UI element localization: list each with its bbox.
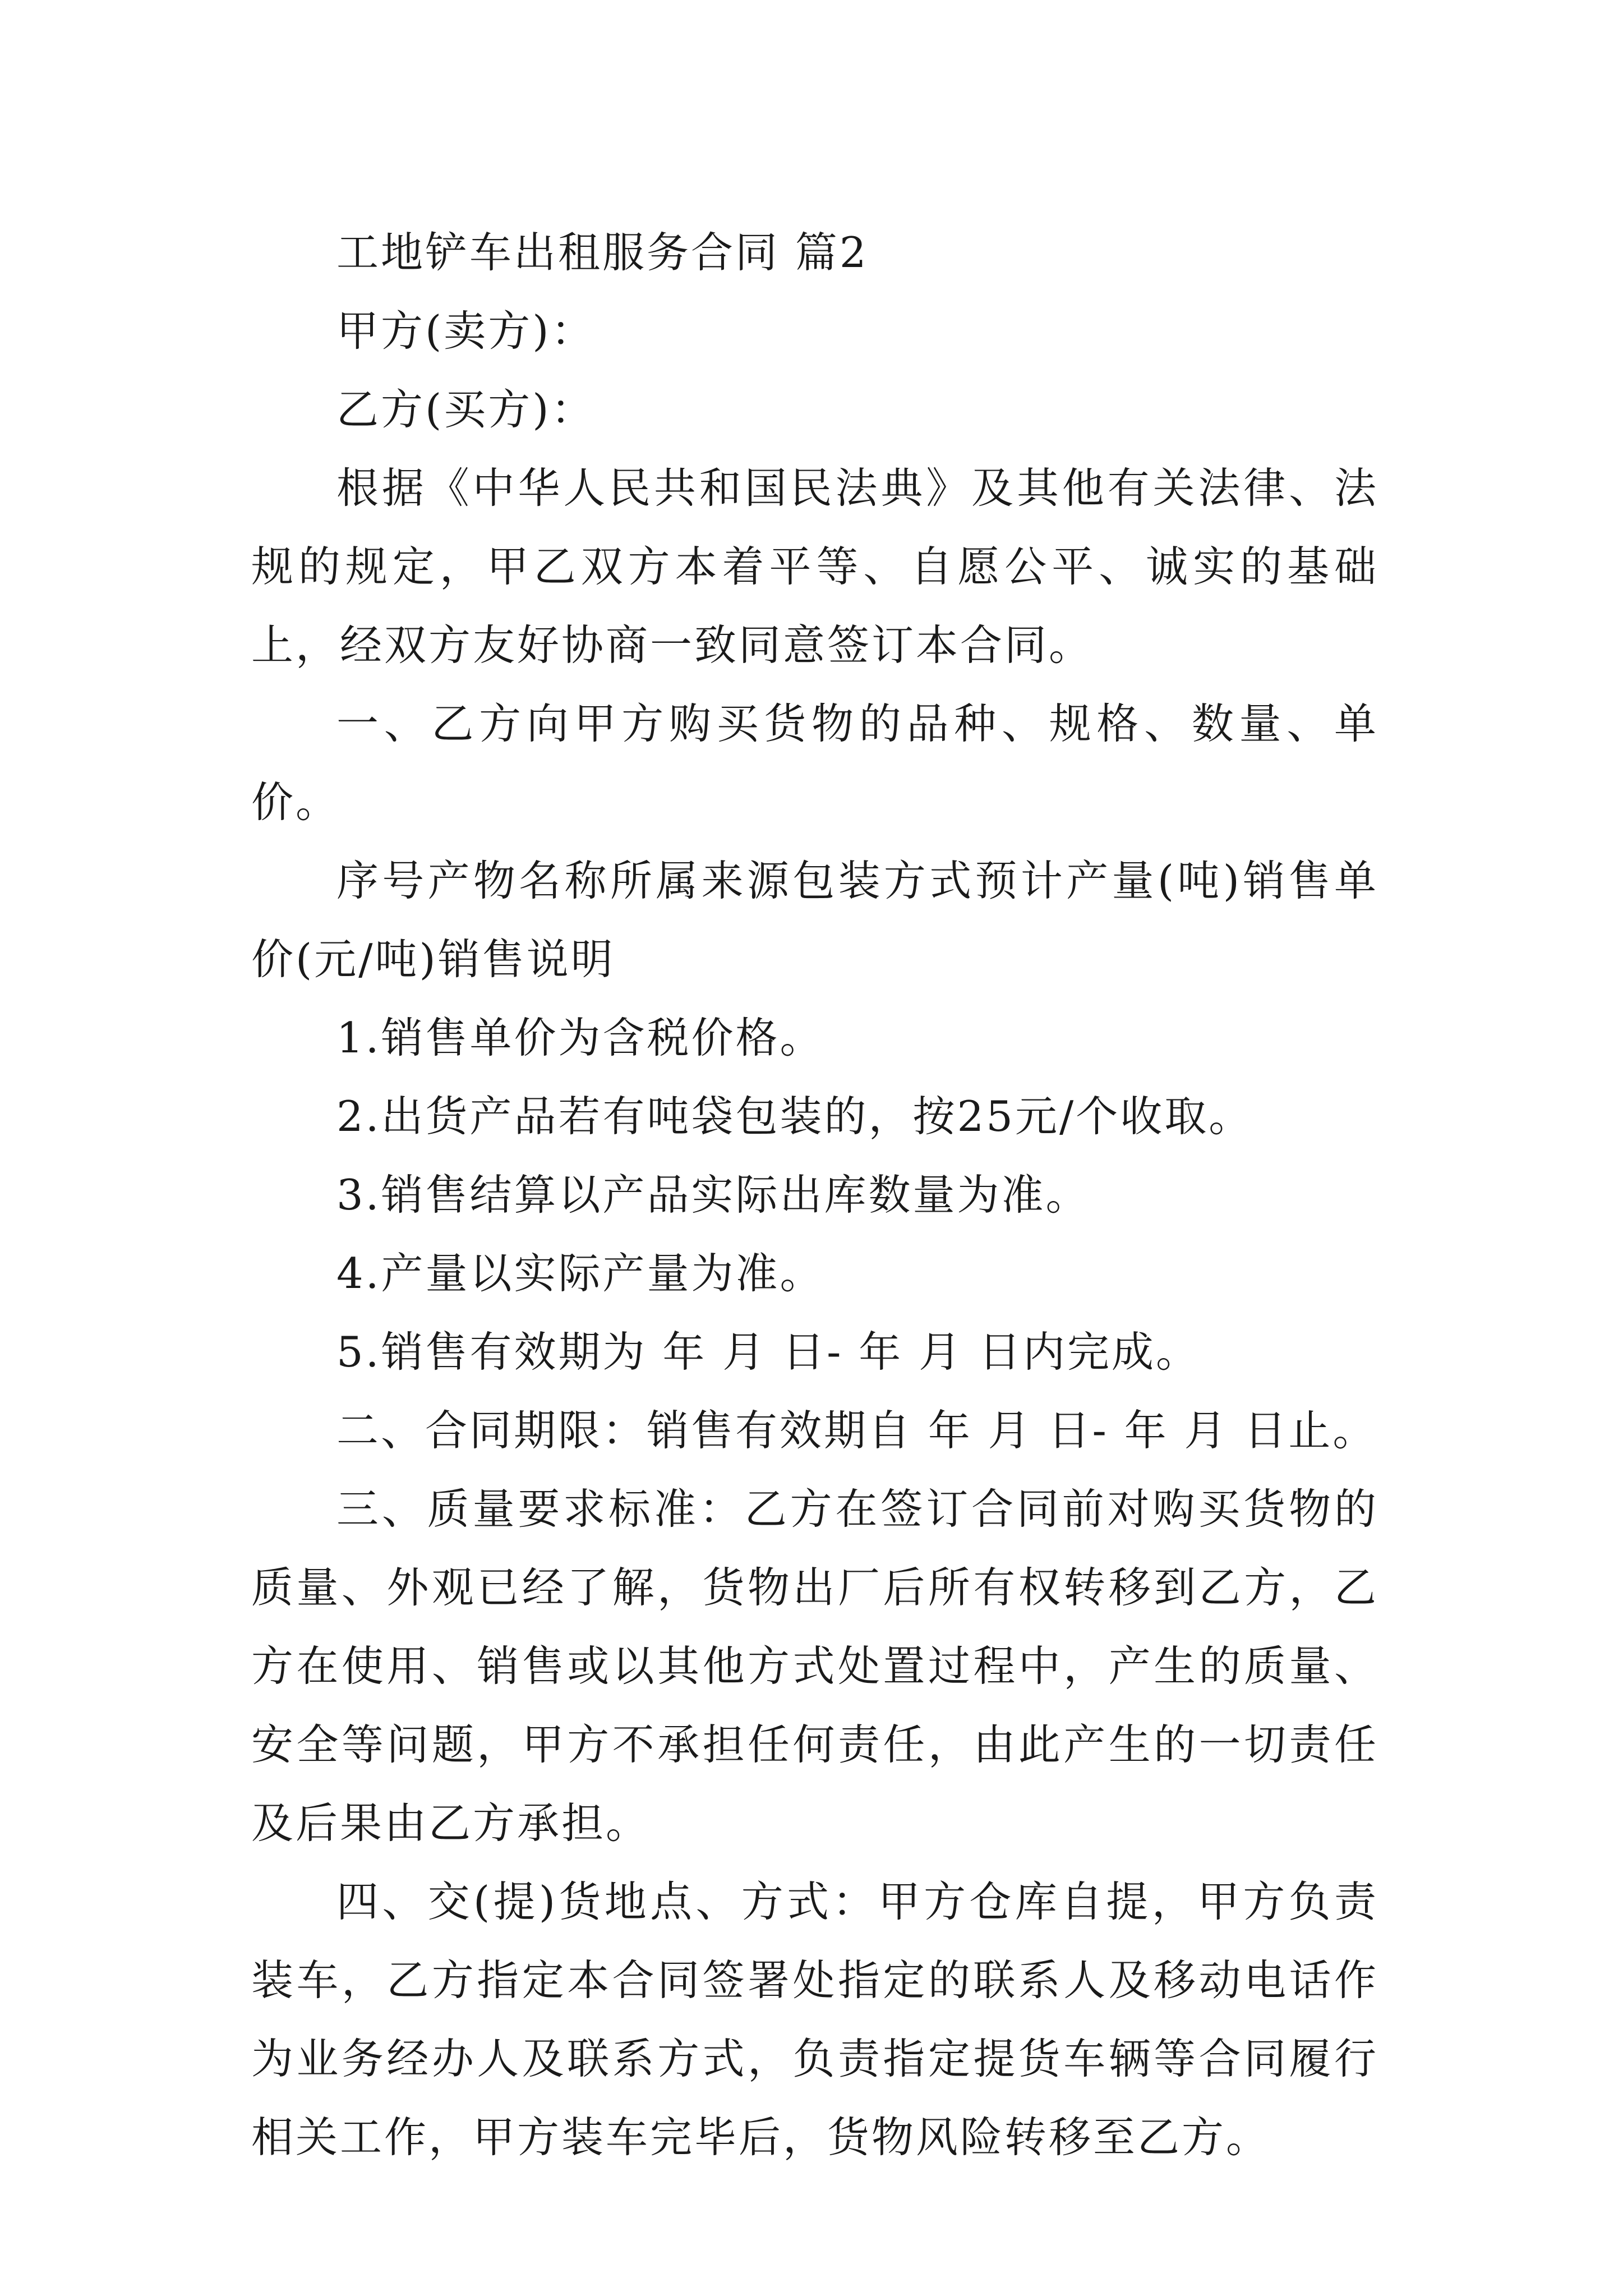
note-1: 1.销售单价为含税价格。 xyxy=(336,1013,824,1062)
document-title: 工地铲车出租服务合同 篇2 xyxy=(336,228,869,277)
clause-3-paragraph: 三、质量要求标准：乙方在签订合同前对购买货物的质量、外观已经了解，货物出厂后所有权转移到乙方，乙方在使用、销售或以其他方式处置过程中，产生的质量、安全等问题，甲方不承担任何责任，由此产生的一切责任及后果由乙方承担。 xyxy=(251,1484,1378,1848)
clause-1-heading: 一、乙方向甲方购买货物的品种、规格、数量、单价。 xyxy=(251,699,1378,827)
party-a-line: 甲方(卖方)： xyxy=(336,306,596,356)
preamble-paragraph: 根据《中华人民共和国民法典》及其他有关法律、法规的规定，甲乙双方本着平等、自愿公平、诚实的基础上，经双方友好协商一致同意签订本合同。 xyxy=(251,463,1378,670)
document-body xyxy=(251,213,1378,2177)
note-2: 2.出货产品若有吨袋包装的，按25元/个收取。 xyxy=(336,1092,1253,1141)
table-header-line: 序号产物名称所属来源包装方式预计产量(吨)销售单价(元/吨)销售说明 xyxy=(251,856,1378,984)
note-5: 5.销售有效期为 年 月 日- 年 月 日内完成。 xyxy=(336,1327,1200,1377)
clause-4-paragraph: 四、交(提)货地点、方式：甲方仓库自提，甲方负责装车，乙方指定本合同签署处指定的联系人及移动电话作为业务经办人及联系方式，负责指定提货车辆等合同履行相关工作，甲方装车完毕后，货物风险转移至乙方。 xyxy=(251,1877,1378,2162)
note-3: 3.销售结算以产品实际出库数量为准。 xyxy=(336,1170,1090,1220)
party-b-line: 乙方(买方)： xyxy=(336,385,596,434)
note-4: 4.产量以实际产量为准。 xyxy=(336,1249,824,1298)
clause-2-paragraph: 二、合同期限：销售有效期自 年 月 日- 年 月 日止。 xyxy=(336,1406,1377,1455)
